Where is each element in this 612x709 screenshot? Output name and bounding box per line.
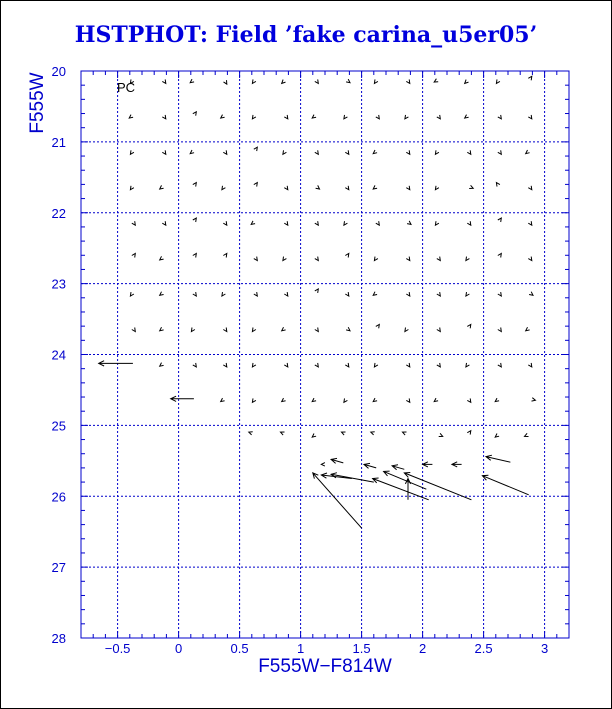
x-tick-label-6: 2.5 — [474, 641, 493, 656]
vector-arrow-62 — [315, 221, 319, 225]
vector-arrow-77 — [345, 254, 349, 258]
vector-arrow-29 — [162, 150, 166, 154]
vector-arrow-148 — [321, 463, 325, 467]
vector-arrow-90 — [315, 289, 319, 293]
vector-arrow-141 — [342, 432, 346, 435]
vector-arrow-11 — [465, 80, 469, 84]
vector-arrow-137 — [532, 398, 536, 401]
vector-arrow-150 — [364, 463, 376, 468]
vector-arrow-112 — [99, 361, 133, 366]
vector-arrow-73 — [223, 254, 227, 258]
vector-arrow-19 — [284, 115, 288, 119]
vector-arrow-149 — [331, 458, 343, 463]
vector-arrow-31 — [223, 150, 227, 154]
vector-arrow-6 — [315, 79, 319, 83]
vector-arrow-140 — [312, 434, 316, 438]
vector-arrow-16 — [193, 112, 197, 116]
vector-arrow-30 — [190, 150, 194, 154]
y-tick-label-2: 22 — [51, 205, 66, 221]
vector-arrow-132 — [373, 398, 377, 402]
vector-arrow-40 — [498, 150, 502, 154]
vector-arrow-91 — [345, 292, 349, 296]
vector-arrow-111 — [526, 327, 530, 331]
vector-arrow-160 — [482, 475, 528, 495]
vector-arrow-121 — [406, 363, 410, 367]
vector-arrow-41 — [526, 150, 530, 154]
vector-arrow-82 — [498, 254, 502, 258]
vector-arrow-28 — [130, 150, 134, 154]
x-tick-label-5: 2 — [418, 641, 427, 656]
vector-arrow-136 — [495, 398, 499, 402]
vector-arrow-127 — [221, 398, 225, 402]
vector-arrow-152 — [423, 462, 433, 467]
vector-arrow-113 — [160, 363, 164, 367]
vector-arrow-35 — [345, 150, 349, 154]
vector-arrow-9 — [406, 79, 410, 83]
vector-arrow-128 — [252, 398, 256, 402]
vector-arrow-12 — [496, 79, 500, 83]
vector-arrow-25 — [465, 115, 469, 119]
vector-arrow-75 — [283, 257, 287, 261]
vector-arrow-105 — [346, 327, 350, 331]
vector-arrow-123 — [466, 363, 470, 367]
vector-arrow-89 — [284, 292, 288, 296]
vector-arrow-50 — [373, 185, 377, 189]
vector-arrow-27 — [528, 115, 532, 119]
vector-arrow-109 — [467, 324, 471, 328]
vector-arrow-46 — [254, 183, 257, 187]
vector-arrow-58 — [193, 218, 197, 222]
vector-arrow-4 — [252, 79, 256, 83]
vector-arrow-86 — [193, 292, 197, 296]
vector-arrow-38 — [435, 150, 439, 154]
vector-arrow-98 — [132, 328, 136, 332]
vector-arrow-72 — [193, 254, 197, 258]
vector-arrow-21 — [344, 115, 348, 119]
vector-arrow-80 — [437, 257, 441, 261]
panel-label: PC — [117, 80, 136, 95]
vector-arrow-53 — [469, 185, 473, 188]
vector-arrow-146 — [495, 434, 499, 438]
vector-arrow-76 — [315, 257, 319, 261]
vector-arrow-57 — [162, 221, 166, 225]
vector-arrow-45 — [222, 186, 226, 190]
vector-arrow-69 — [528, 221, 532, 225]
vector-arrow-78 — [374, 257, 378, 261]
vector-arrow-131 — [344, 398, 348, 402]
vector-arrow-13 — [528, 76, 532, 80]
chart-title: HSTPHOT: Field ’fake carina_u5er05’ — [74, 22, 538, 48]
vector-arrow-44 — [193, 183, 197, 187]
vector-arrow-23 — [405, 115, 409, 119]
y-tick-label-7: 27 — [51, 560, 66, 576]
vector-arrow-52 — [435, 186, 439, 190]
vector-arrow-153 — [452, 462, 462, 467]
vector-arrow-7 — [346, 79, 350, 83]
y-tick-label-6: 26 — [51, 489, 66, 505]
vector-arrow-145 — [467, 431, 471, 435]
y-tick-label-5: 25 — [51, 418, 66, 434]
vector-arrow-24 — [437, 115, 441, 119]
vector-arrow-10 — [434, 79, 438, 82]
vector-arrow-8 — [374, 79, 378, 83]
vector-arrow-117 — [284, 363, 288, 367]
vector-arrow-87 — [222, 292, 226, 296]
vector-arrow-134 — [434, 398, 438, 402]
vector-arrow-130 — [312, 398, 316, 402]
vector-arrow-106 — [376, 324, 380, 328]
grid — [81, 71, 569, 638]
vector-arrow-92 — [373, 292, 377, 296]
vector-arrow-139 — [281, 432, 285, 435]
vector-arrow-33 — [283, 150, 287, 154]
x-tick-label-3: 1 — [296, 641, 305, 656]
x-tick-label-1: 0 — [174, 641, 183, 656]
vector-arrow-79 — [406, 257, 410, 261]
vector-arrow-15 — [162, 115, 166, 119]
vector-arrow-94 — [437, 292, 441, 296]
vector-arrow-64 — [376, 221, 380, 225]
vector-arrow-49 — [345, 186, 349, 190]
vector-arrow-156 — [331, 473, 374, 482]
vector-arrow-142 — [371, 432, 375, 435]
y-tick-label-4: 24 — [51, 347, 66, 363]
vector-arrow-71 — [160, 256, 164, 260]
vector-arrow-3 — [224, 80, 227, 84]
vector-arrow-95 — [466, 292, 470, 296]
vector-arrow-47 — [284, 186, 288, 190]
vector-arrow-84 — [130, 292, 134, 296]
vector-arrow-88 — [254, 292, 257, 296]
vector-arrow-93 — [406, 292, 410, 296]
vector-arrow-36 — [373, 150, 377, 154]
vector-arrow-26 — [498, 115, 502, 119]
vector-arrow-129 — [282, 398, 286, 402]
vector-arrow-66 — [435, 221, 439, 225]
vector-arrow-17 — [221, 115, 225, 119]
vector-arrow-115 — [223, 363, 227, 367]
vector-arrow-99 — [160, 327, 164, 331]
vector-arrow-147 — [525, 433, 529, 436]
vector-arrow-68 — [498, 218, 502, 222]
y-tick-label-8: 28 — [51, 631, 66, 646]
x-tick-label-4: 1.5 — [352, 641, 371, 656]
vector-arrow-34 — [315, 150, 319, 154]
vector-arrow-20 — [312, 115, 316, 119]
vector-arrow-74 — [254, 257, 257, 261]
vector-arrow-37 — [406, 150, 410, 154]
vector-arrow-1 — [162, 79, 166, 83]
vector-arrow-51 — [406, 186, 410, 190]
vector-arrow-159 — [404, 473, 471, 500]
vector-arrow-122 — [437, 363, 441, 367]
vector-arrow-14 — [129, 115, 133, 119]
vector-arrow-5 — [282, 80, 286, 84]
vector-arrow-154 — [486, 455, 510, 462]
vector-arrow-144 — [439, 433, 443, 436]
vector-arrow-61 — [284, 221, 288, 225]
y-tick-label-0: 20 — [51, 64, 66, 79]
arrows — [99, 76, 536, 528]
vector-arrow-120 — [374, 363, 378, 367]
vector-arrow-100 — [191, 328, 195, 332]
vector-arrow-133 — [406, 398, 410, 402]
vector-arrow-126 — [171, 396, 194, 401]
vector-arrow-110 — [498, 328, 502, 332]
vector-arrow-43 — [160, 185, 164, 189]
vector-arrow-135 — [467, 398, 471, 402]
vector-arrow-85 — [160, 292, 164, 296]
vector-arrow-119 — [345, 363, 349, 367]
vector-arrow-18 — [252, 115, 256, 119]
vector-arrow-104 — [315, 328, 319, 332]
y-tick-label-3: 23 — [51, 276, 66, 292]
vector-arrow-55 — [528, 186, 532, 190]
vector-arrow-70 — [132, 254, 136, 258]
vector-arrow-161 — [313, 473, 362, 528]
vector-arrow-32 — [254, 147, 257, 151]
vector-arrow-39 — [467, 150, 471, 154]
vector-arrow-22 — [376, 115, 380, 119]
x-axis-label: F555W−F814W — [258, 656, 392, 677]
vector-arrow-116 — [252, 363, 256, 367]
vector-arrow-97 — [529, 292, 533, 296]
vector-arrow-143 — [403, 432, 407, 435]
vector-arrow-60 — [251, 221, 255, 225]
vector-arrow-125 — [528, 363, 532, 367]
vector-arrow-63 — [344, 221, 348, 225]
x-tick-label-2: 0.5 — [230, 641, 249, 656]
vector-arrow-59 — [223, 221, 227, 225]
vector-arrow-108 — [437, 328, 441, 332]
vector-arrow-101 — [223, 328, 227, 332]
vector-arrow-42 — [130, 186, 134, 190]
x-tick-labels — [105, 641, 548, 656]
vector-arrow-107 — [405, 328, 409, 332]
vector-arrow-138 — [249, 432, 253, 435]
vector-arrow-114 — [193, 363, 197, 367]
y-tick-label-1: 21 — [51, 134, 66, 150]
vector-arrow-124 — [498, 363, 502, 367]
y-tick-labels — [52, 64, 66, 646]
x-tick-label-0: −0.5 — [104, 641, 131, 656]
vector-arrow-83 — [528, 257, 532, 261]
y-axis-label: F555W — [27, 72, 48, 134]
vector-arrow-54 — [496, 183, 500, 187]
vector-arrow-118 — [315, 363, 319, 367]
vector-arrow-81 — [466, 257, 470, 261]
vector-arrow-65 — [407, 221, 411, 225]
vector-arrow-56 — [132, 221, 136, 225]
vector-arrow-96 — [498, 292, 502, 296]
vector-arrow-67 — [467, 221, 471, 225]
vector-arrow-103 — [282, 327, 286, 331]
vector-arrow-102 — [252, 328, 256, 332]
vector-arrow-2 — [190, 79, 194, 83]
x-tick-label-7: 3 — [540, 641, 549, 656]
vector-arrow-151 — [392, 465, 404, 470]
vector-arrow-48 — [316, 185, 320, 189]
